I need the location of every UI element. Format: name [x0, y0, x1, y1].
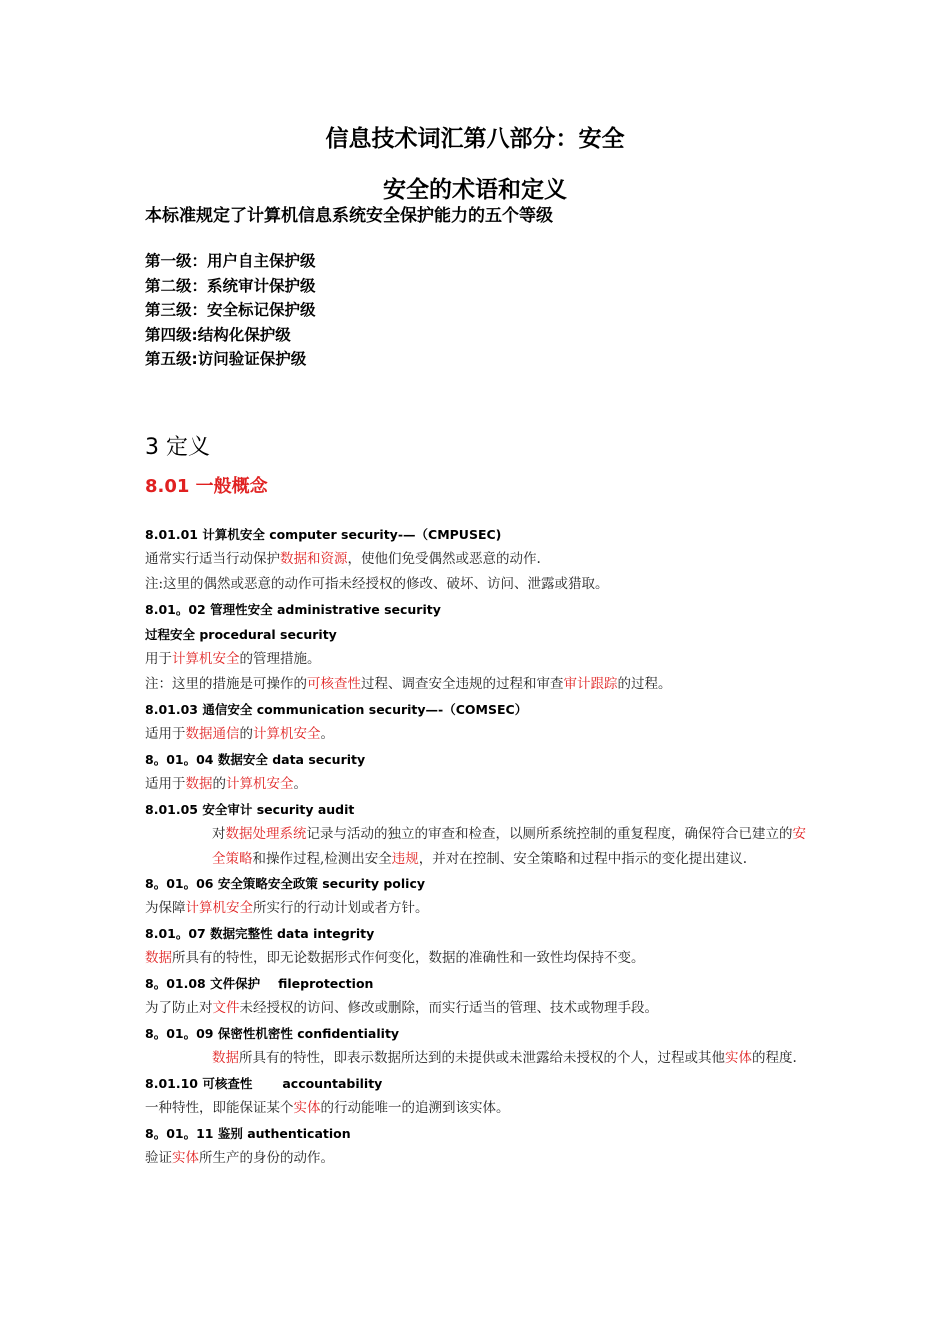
linked-term: 数据	[145, 950, 172, 966]
definition-fragment: 验证	[145, 1149, 172, 1166]
definition-text	[145, 772, 810, 797]
term-heading	[145, 1071, 810, 1096]
term-heading: 8。01。09 保密性机密性 confidentiality	[145, 1026, 400, 1041]
definition-fragment: 对	[212, 826, 226, 842]
definition-fragment: 所具有的特性，即无论数据形式作何变化，数据的准确性和一致性均保持不变。	[172, 950, 645, 966]
definition-text	[145, 722, 810, 747]
definition-fragment: 适用于	[145, 726, 186, 742]
document-subtitle: 安全的术语和定义	[383, 177, 567, 203]
term-heading: 8。01。06 安全策略安全政策 security policy	[145, 876, 426, 891]
linked-term: 实体	[293, 1099, 321, 1116]
linked-term: 数据和资源	[280, 551, 348, 567]
definition-fragment: 。	[293, 776, 307, 792]
definition-fragment: ，使他们免受偶然或恶意的动作.	[347, 551, 541, 567]
linked-term: 计算机安全	[185, 900, 253, 916]
linked-term: 数据	[212, 1050, 239, 1066]
term-number: 8。01.08 文件保护	[145, 976, 261, 991]
definition-fragment: 一种特性，即能保证某个	[145, 1099, 294, 1116]
definition-fragment: 所具有的特性，即表示数据所达到的未提供或未泄露给未授权的个人，过程或其他	[239, 1050, 725, 1066]
term-heading: 8.01。02 管理性安全 administrative security	[145, 602, 441, 617]
level-item: 第四级:结构化保护级	[145, 325, 291, 344]
definition-fragment: 的程度.	[752, 1050, 797, 1066]
definition-text	[145, 1146, 810, 1171]
definition-fragment: 用于	[145, 651, 172, 667]
definition-text	[145, 1096, 810, 1121]
linked-term: 审计跟踪	[563, 676, 618, 692]
linked-term: 实体	[172, 1149, 199, 1166]
definition-text	[145, 647, 810, 672]
term-heading: 8.01。07 数据完整性 data integrity	[145, 926, 375, 941]
definition-text	[145, 1046, 810, 1071]
definition-fragment: 为了防止对	[145, 1000, 213, 1016]
term-heading: 8.01.03 通信安全 communication security—-（COMSEC）	[145, 702, 528, 717]
level-item: 第三级：安全标记保护级	[145, 301, 316, 319]
level-item: 第二级：系统审计保护级	[145, 276, 316, 295]
definition-fragment: 注：这里的措施是可操作的	[145, 676, 307, 692]
definition-fragment: ，并对在控制、安全策略和过程中指示的变化提出建议.	[418, 850, 748, 867]
definition-fragment: 的行动能唯一的追溯到该实体。	[320, 1099, 510, 1116]
definition-fragment: 通常实行适当行动保护	[145, 551, 280, 567]
definition-fragment: 过程、调查安全违规的过程和审查	[361, 676, 564, 692]
level-item: 第一级：用户自主保护级	[145, 252, 316, 270]
definitions-body	[145, 522, 810, 1171]
term-english: accountability	[282, 1075, 383, 1091]
term-heading: 8。01。04 数据安全 data security	[145, 752, 366, 767]
definition-fragment: 的	[239, 726, 253, 742]
definition-fragment: 所实行的行动计划或者方针。	[253, 900, 429, 916]
linked-term: 计算机安全	[226, 776, 294, 792]
definition-text	[145, 822, 810, 871]
definition-fragment: 记录与活动的独立的审查和检查，以厕所系统控制的重复程度，确保符合已建立的	[306, 826, 793, 842]
linked-term: 计算机安全	[172, 651, 240, 667]
note-text: 注:这里的偶然或恶意的动作可指未经授权的修改、破坏、访问、泄露或猎取。	[145, 576, 609, 592]
definition-fragment: 。	[320, 726, 334, 742]
definition-fragment: 的过程。	[617, 676, 672, 692]
definition-fragment: 的	[212, 776, 226, 792]
term-heading: 8.01.01 计算机安全 computer security-—（CMPUSEC)	[145, 527, 502, 542]
term-heading: 8。01。11 鉴别 authentication	[145, 1125, 351, 1141]
linked-term: 数据通信	[185, 726, 240, 742]
definition-text	[145, 547, 810, 572]
linked-term: 实体	[725, 1050, 752, 1066]
note-text	[145, 672, 810, 697]
linked-term: 文件	[212, 1000, 240, 1016]
intro-paragraph: 本标准规定了计算机信息系统安全保护能力的五个等级	[145, 206, 553, 226]
term-english: fileprotection	[278, 976, 374, 991]
definition-fragment: 的管理措施。	[239, 651, 321, 667]
term-heading: 过程安全 procedural security	[145, 627, 337, 642]
term-heading: 8.01.05 安全审计 security audit	[145, 802, 355, 817]
definition-text	[145, 896, 810, 921]
definition-fragment: 所生产的身份的动作。	[199, 1149, 334, 1166]
subsection-heading: 8.01 一般概念	[145, 476, 268, 497]
level-item: 第五级:访问验证保护级	[145, 350, 307, 368]
linked-term: 数据处理系统	[225, 826, 307, 842]
definition-text	[145, 996, 810, 1021]
definition-fragment: 未经授权的访问、修改或删除，而实行适当的管理、技术或物理手段。	[239, 1000, 658, 1016]
definition-fragment: 和操作过程,检测出安全	[252, 850, 392, 867]
linked-term: 可核查性	[307, 676, 361, 692]
definition-fragment: 为保障	[145, 900, 186, 916]
linked-term: 违规	[391, 850, 419, 867]
linked-term: 安全策略	[212, 826, 806, 867]
definition-text	[145, 946, 810, 971]
section-heading: 3 定义	[145, 435, 210, 460]
definition-fragment: 适用于	[145, 776, 186, 792]
linked-term: 计算机安全	[253, 726, 321, 742]
term-number: 8.01.10 可核查性	[145, 1075, 253, 1091]
term-heading	[145, 971, 810, 996]
linked-term: 数据	[185, 776, 213, 792]
levels-list	[145, 249, 316, 372]
document-title: 信息技术词汇第八部分：安全	[325, 126, 625, 152]
